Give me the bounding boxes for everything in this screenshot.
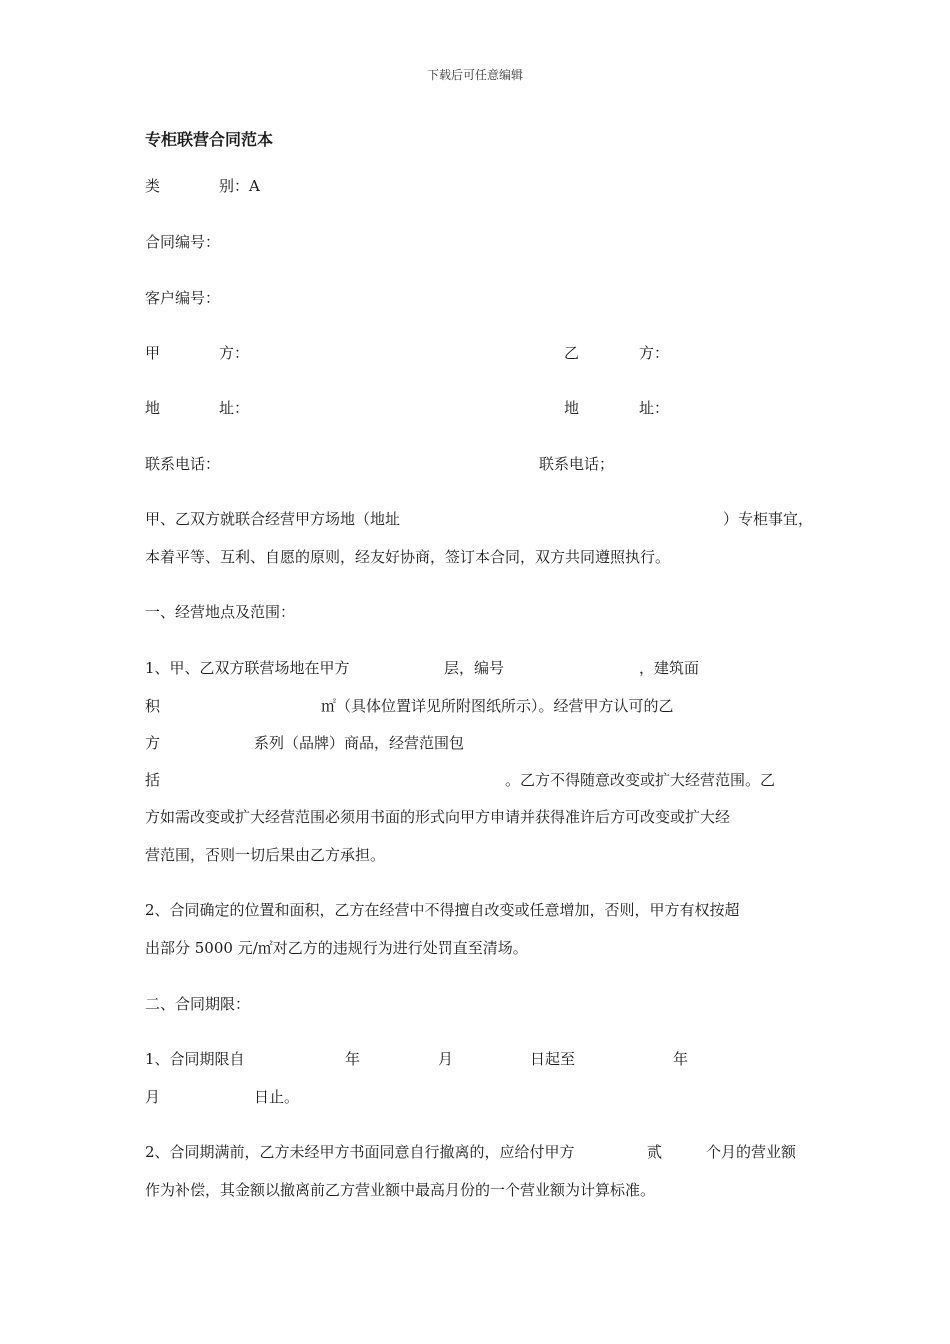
document-title: 专柜联营合同范本 xyxy=(145,130,274,149)
s2-c1-line1-e: 年 xyxy=(673,1050,689,1068)
contract-number-label: 合同编号： xyxy=(145,233,221,251)
address-a-label-2: 址： xyxy=(219,399,250,417)
s1-c2-line2: 出部分 5000 元/㎡对乙方的违规行为进行处罚直至清场。 xyxy=(145,939,528,957)
s2-c1-line1-b: 年 xyxy=(345,1050,361,1068)
s1-c1-line3-a: 方 xyxy=(145,734,161,752)
party-a-label-2: 方： xyxy=(219,344,250,362)
s1-c1-line3-b: 系列（品牌）商品，经营范围包 xyxy=(254,734,465,752)
section-1-heading: 一、经营地点及范围： xyxy=(145,603,296,621)
address-b-label-1: 地 xyxy=(564,399,580,417)
section-2-heading: 二、合同期限： xyxy=(145,995,251,1013)
s2-c1-line2-b: 日止。 xyxy=(254,1088,300,1106)
intro-line-1-right: ）专柜事宜， xyxy=(723,510,814,528)
s1-c1-line5: 方如需改变或扩大经营范围必须用书面的形式向甲方申请并获得准许后方可改变或扩大经 xyxy=(145,808,731,826)
intro-line-1-left: 甲、乙双方就联合经营甲方场地（地址 xyxy=(145,510,401,528)
s2-c2-line2: 作为补偿，其金额以撤离前乙方营业额中最高月份的一个营业额为计算标准。 xyxy=(145,1181,656,1199)
s2-c2-line1-c: 个月的营业额 xyxy=(706,1143,797,1161)
s2-c2-line1-b: 贰 xyxy=(647,1143,663,1161)
s1-c1-line1-b: 层，编号 xyxy=(444,659,505,677)
s1-c1-line2-a: 积 xyxy=(145,697,161,715)
phone-b-label: 联系电话； xyxy=(539,455,615,473)
s1-c1-line1-c: ，建筑面 xyxy=(639,659,700,677)
party-a-label-1: 甲 xyxy=(145,344,161,362)
page-header: 下载后可任意编辑 xyxy=(426,68,523,82)
category-label: 类 xyxy=(145,177,161,195)
s1-c1-line6: 营范围，否则一切后果由乙方承担。 xyxy=(145,846,386,864)
s2-c2-line1-a: 2、合同期满前，乙方未经甲方书面同意自行撤离的，应给付甲方 xyxy=(145,1143,575,1161)
s1-c1-line1-a: 1、甲、乙双方联营场地在甲方 xyxy=(145,659,350,677)
s1-c1-line4-b: 。乙方不得随意改变或扩大经营范围。乙 xyxy=(505,771,776,789)
address-b-label-2: 址： xyxy=(639,399,670,417)
category-value: 别：A xyxy=(219,177,260,195)
s2-c1-line2-a: 月 xyxy=(145,1088,161,1106)
s2-c1-line1-a: 1、合同期限自 xyxy=(145,1050,245,1068)
party-b-label-2: 方： xyxy=(639,344,670,362)
s2-c1-line1-d: 日起至 xyxy=(530,1050,576,1068)
intro-line-2: 本着平等、互利、自愿的原则，经友好协商，签订本合同，双方共同遵照执行。 xyxy=(145,548,671,566)
customer-number-label: 客户编号： xyxy=(145,289,221,307)
s2-c1-line1-c: 月 xyxy=(438,1050,454,1068)
s1-c1-line4-a: 括 xyxy=(145,771,161,789)
s1-c1-line2-b: ㎡（具体位置详见所附图纸所示）。经营甲方认可的乙 xyxy=(321,697,674,715)
s1-c2-line1: 2、合同确定的位置和面积，乙方在经营中不得擅自改变或任意增加，否则，甲方有权按超 xyxy=(145,901,740,919)
address-a-label-1: 地 xyxy=(145,399,161,417)
party-b-label-1: 乙 xyxy=(564,344,580,362)
phone-a-label: 联系电话： xyxy=(145,455,221,473)
